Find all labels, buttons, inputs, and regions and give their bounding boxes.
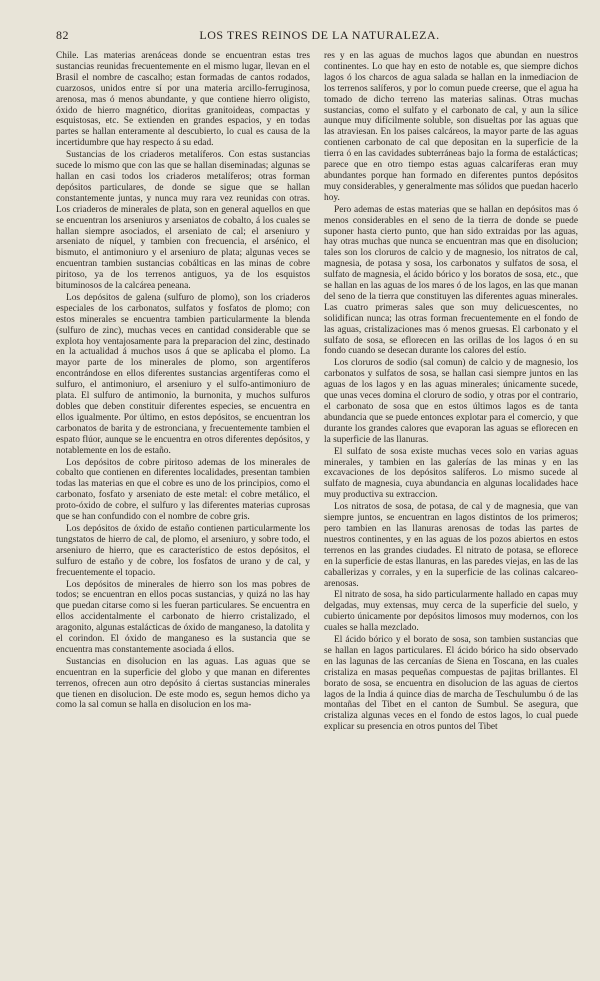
paragraph: El nitrato de sosa, ha sido particularmente hallado en capas muy delgadas, muy extensas, muy cerca de la superficie del suelo, y cubierto únicamente por depósitos limosos muy modernos, con los cuales se halla mezclado. (324, 590, 578, 634)
paragraph: Los depósitos de cobre piritoso ademas de los minerales de cobalto que contienen en diferentes localidades, presentan tambien todas las materias en que el cobre es uno de los principios, como el carbonato, fosfato y arseniato de este metal: el cobre metálico, el proto-óxido de cobre, el sulfuro y las diferentes materias cuprosas que se han confundido con el nombre de cobre gris. (56, 457, 310, 523)
text-columns (56, 51, 578, 734)
paragraph: Sustancias de los criaderos metalíferos. Con estas sustancias sucede lo mismo que con las que se hallan diseminadas; algunas se hallan en casi todos los criaderos metalíferos; otras forman depósitos particulares, de donde se sigue que se hallan constantemente juntas, y nunca muy rara vez reunidas con otras. Los criaderos de minerales de plata, son en general aquellos en que se encuentran los arseniuros y arseniatos de cobalto, á los cuales se hallan siempre asociados, el arseniato de cal; el arseniuro y arseniato de níquel, y tambien con frecuencia, el arsénico, el bismuto, el antimoniuro y el arseniuro de plata; algunas veces se encuentran tambien sustancias cobálticas en las minas de cobre piritoso, ya de los terrenos antiguos, ya de los esquistos bituminosos de la calcárea peneana. (56, 150, 310, 292)
paragraph: Los nitratos de sosa, de potasa, de cal y de magnesia, que van siempre juntos, se encuentran en lagos distintos de los primeros; pero tambien en las llanuras arenosas de todas las partes de nuestros continentes, y en las aguas de los pozos abiertos en estos terrenos en las grandes ciudades. El nitrato de potasa, se eflorece en la superficie de estas llanuras, en las paredes viejas, en las de las caballerizas y corrales, y en la superficie de las colinas calcareo-arenosas. (324, 502, 578, 589)
paragraph: Pero ademas de estas materias que se hallan en depósitos mas ó menos considerables en el seno de la tierra de donde se puede suponer hasta cierto punto, que han sido extraidas por las aguas, hay otras muchas que nunca se encuentran mas que en disolucion; tales son los cloruros de calcio y de magnesio, los nitratos de cal, magnesia, de potasa y sosa, los carbonatos y sulfatos de sosa, el sulfato de magnesia, el ácido bórico y los boratos de sosa, etc., que se hallan en las aguas de los mares ó de los lagos, en las que manan del seno de la tierra que constituyen las diferentes aguas minerales. Las cuatro primeras sales que son muy delicuescentes, no solidifican nunca; las otras forman frecuentemente en el fondo de las aguas, cristalizaciones mas ó menos gruesas. El carbonato y el sulfato de sosa, se eflorecen en las orillas de los lagos ó en su fondo cuando se desecan durante los calores del estío. (324, 204, 578, 357)
paragraph: Sustancias en disolucion en las aguas. Las aguas que se encuentran en la superficie del globo y que manan en diferentes terrenos, ofrecen aun otro depósito á ciertas sustancias minerales que tienen en disolucion. De este modo es, segun hemos dicho ya como la sal comun se halla en disolucion en los ma- (56, 656, 310, 711)
running-title: LOS TRES REINOS DE LA NATURALEZA. (199, 28, 440, 42)
paragraph: Los depósitos de óxido de estaño contienen particularmente los tungstatos de hierro de cal, de plomo, el arseniuro, y sobre todo, el arseniuro de hierro, que es característico de estos depósitos, el sulfuro de estaño y de cobre, los fosfatos de urano y de cal, y frecuentemente el topacio. (56, 523, 310, 578)
right-column (324, 51, 578, 734)
paragraph: El sulfato de sosa existe muchas veces solo en varias aguas minerales, y tambien en las galerías de las minas y en las excavaciones de los depósitos salíferos. Lo mismo sucede al sulfato de magnesia, cuya abundancia en algunas localidades hace muy productiva su extraccion. (324, 446, 578, 501)
paragraph: El ácido bórico y el borato de sosa, son tambien sustancias que se hallan en lagos particulares. El ácido bórico ha sido observado en las lagunas de las cercanías de Siena en Toscana, en las cuales cristaliza en masas pequeñas compuestas de pajitas brillantes. El borato de sosa, se encuentra en disolucion de las aguas de ciertos lagos de la India á quince dias de marcha de Teschulumbu ó de las montañas del Tibet en el canton de Sumbul. Se asegura, que cristaliza algunas veces en el fondo de estos lagos, lo cual puede explicar su presencia en otros puntos del Tibet (324, 635, 578, 733)
page-number: 82 (56, 28, 69, 42)
left-column (56, 51, 310, 734)
paragraph: res y en las aguas de muchos lagos que abundan en nuestros continentes. Lo que hay en esto de notable es, que siempre dichos lagos ó los charcos de agua salada se hallan en la inmediacion de los terrenos salíferos, y por lo comun puede creerse, que el agua ha tomado de dicho terreno las materias salinas. Otras muchas sustancias, como el sulfato y el carbonato de cal, y aun la sílice aunque muy difícilmente soluble, son disueltas por las aguas que las atraviesan. En los paises calcáreos, la mayor parte de las aguas contienen carbonato de cal que depositan en la superficie de la tierra ó en las cavidades subterráneas bajo la forma de estalácticas; parece que en otro tiempo estas aguas calcaríferas eran muy abundantes porque han formado en diferentes puntos depósitos muy considerables, y generalmente mas sólidos que puedan hacerlo hoy. (324, 51, 578, 203)
running-head (56, 8, 578, 47)
paragraph: Los depósitos de minerales de hierro son los mas pobres de todos; se encuentran en ellos pocas sustancias, y quizá no las hay que puedan citarse como si les fueran particulares. Se encuentra en ellos accidentalmente el carbonato de hierro cristalizado, el aragonito, algunas estalácticas de óxido de manganeso, la datolita y el corindon. El óxido de manganeso es la sustancia que se encuentra mas constantemente asociada á ellos. (56, 579, 310, 655)
paragraph: Los cloruros de sodio (sal comun) de calcio y de magnesio, los carbonatos y sulfatos de sosa, se hallan casi siempre juntos en las aguas de los lagos y en las aguas minerales; únicamente sucede, que unas veces domina el cloruro de sodio, y otras por el contrario, el carbonato de sosa que en estos últimos lagos es de tanta abundancia que se puede entonces explotar para el comercio, y que durante los grandes calores que evaporan las aguas se eflorecen en la superficie de las llanuras. (324, 358, 578, 445)
paragraph: Chile. Las materias arenáceas donde se encuentran estas tres sustancias reunidas frecuentemente en el mismo lugar, llevan en el Brasil el nombre de cascalho; estan formadas de cantos rodados, cuarzosos, unidos entre sí por una materia arcillo-ferruginosa, arenosa, mas ó menos abundante, y que contiene hierro oligisto, óxido de hierro magnético, dioritas granitoideas, compactas y esquistosas, etc. Se extienden en grandes espacios, y en todas partes se hallan enteramente al descubierto, lo cual es causa de la incertidumbre que hay respecto á su edad. (56, 51, 310, 149)
paragraph: Los depósitos de galena (sulfuro de plomo), son los criaderos especiales de los carbonatos, sulfatos y fosfatos de plomo; con estos minerales se encuentra tambien particularmente la blenda (sulfuro de zinc), muchas veces en cantidad considerable que se explota hoy ventajosamente para la preparacion del zinc, destinado en la actualidad á muchos usos á que se aplicaba el plomo. La mayor parte de los minerales de plomo, son argentíferos encontrándose en ellos diferentes sustancias argentíferas como el sulfuro, el antimoniuro, el arseniuro y el sulfo-antimoniuro de plata. El sulfuro de antimonio, la burnonita, y muchos sulfuros dobles que deben constituir diferentes especies, se encuentra en ellos igualmente. Por último, en estos depósitos, se encuentran los carbonatos de barita y de estronciana, y frecuentemente tambien el espato flúor, aunque se le encuentra en otros diferentes depósitos, y notablemente en los de estaño. (56, 292, 310, 456)
